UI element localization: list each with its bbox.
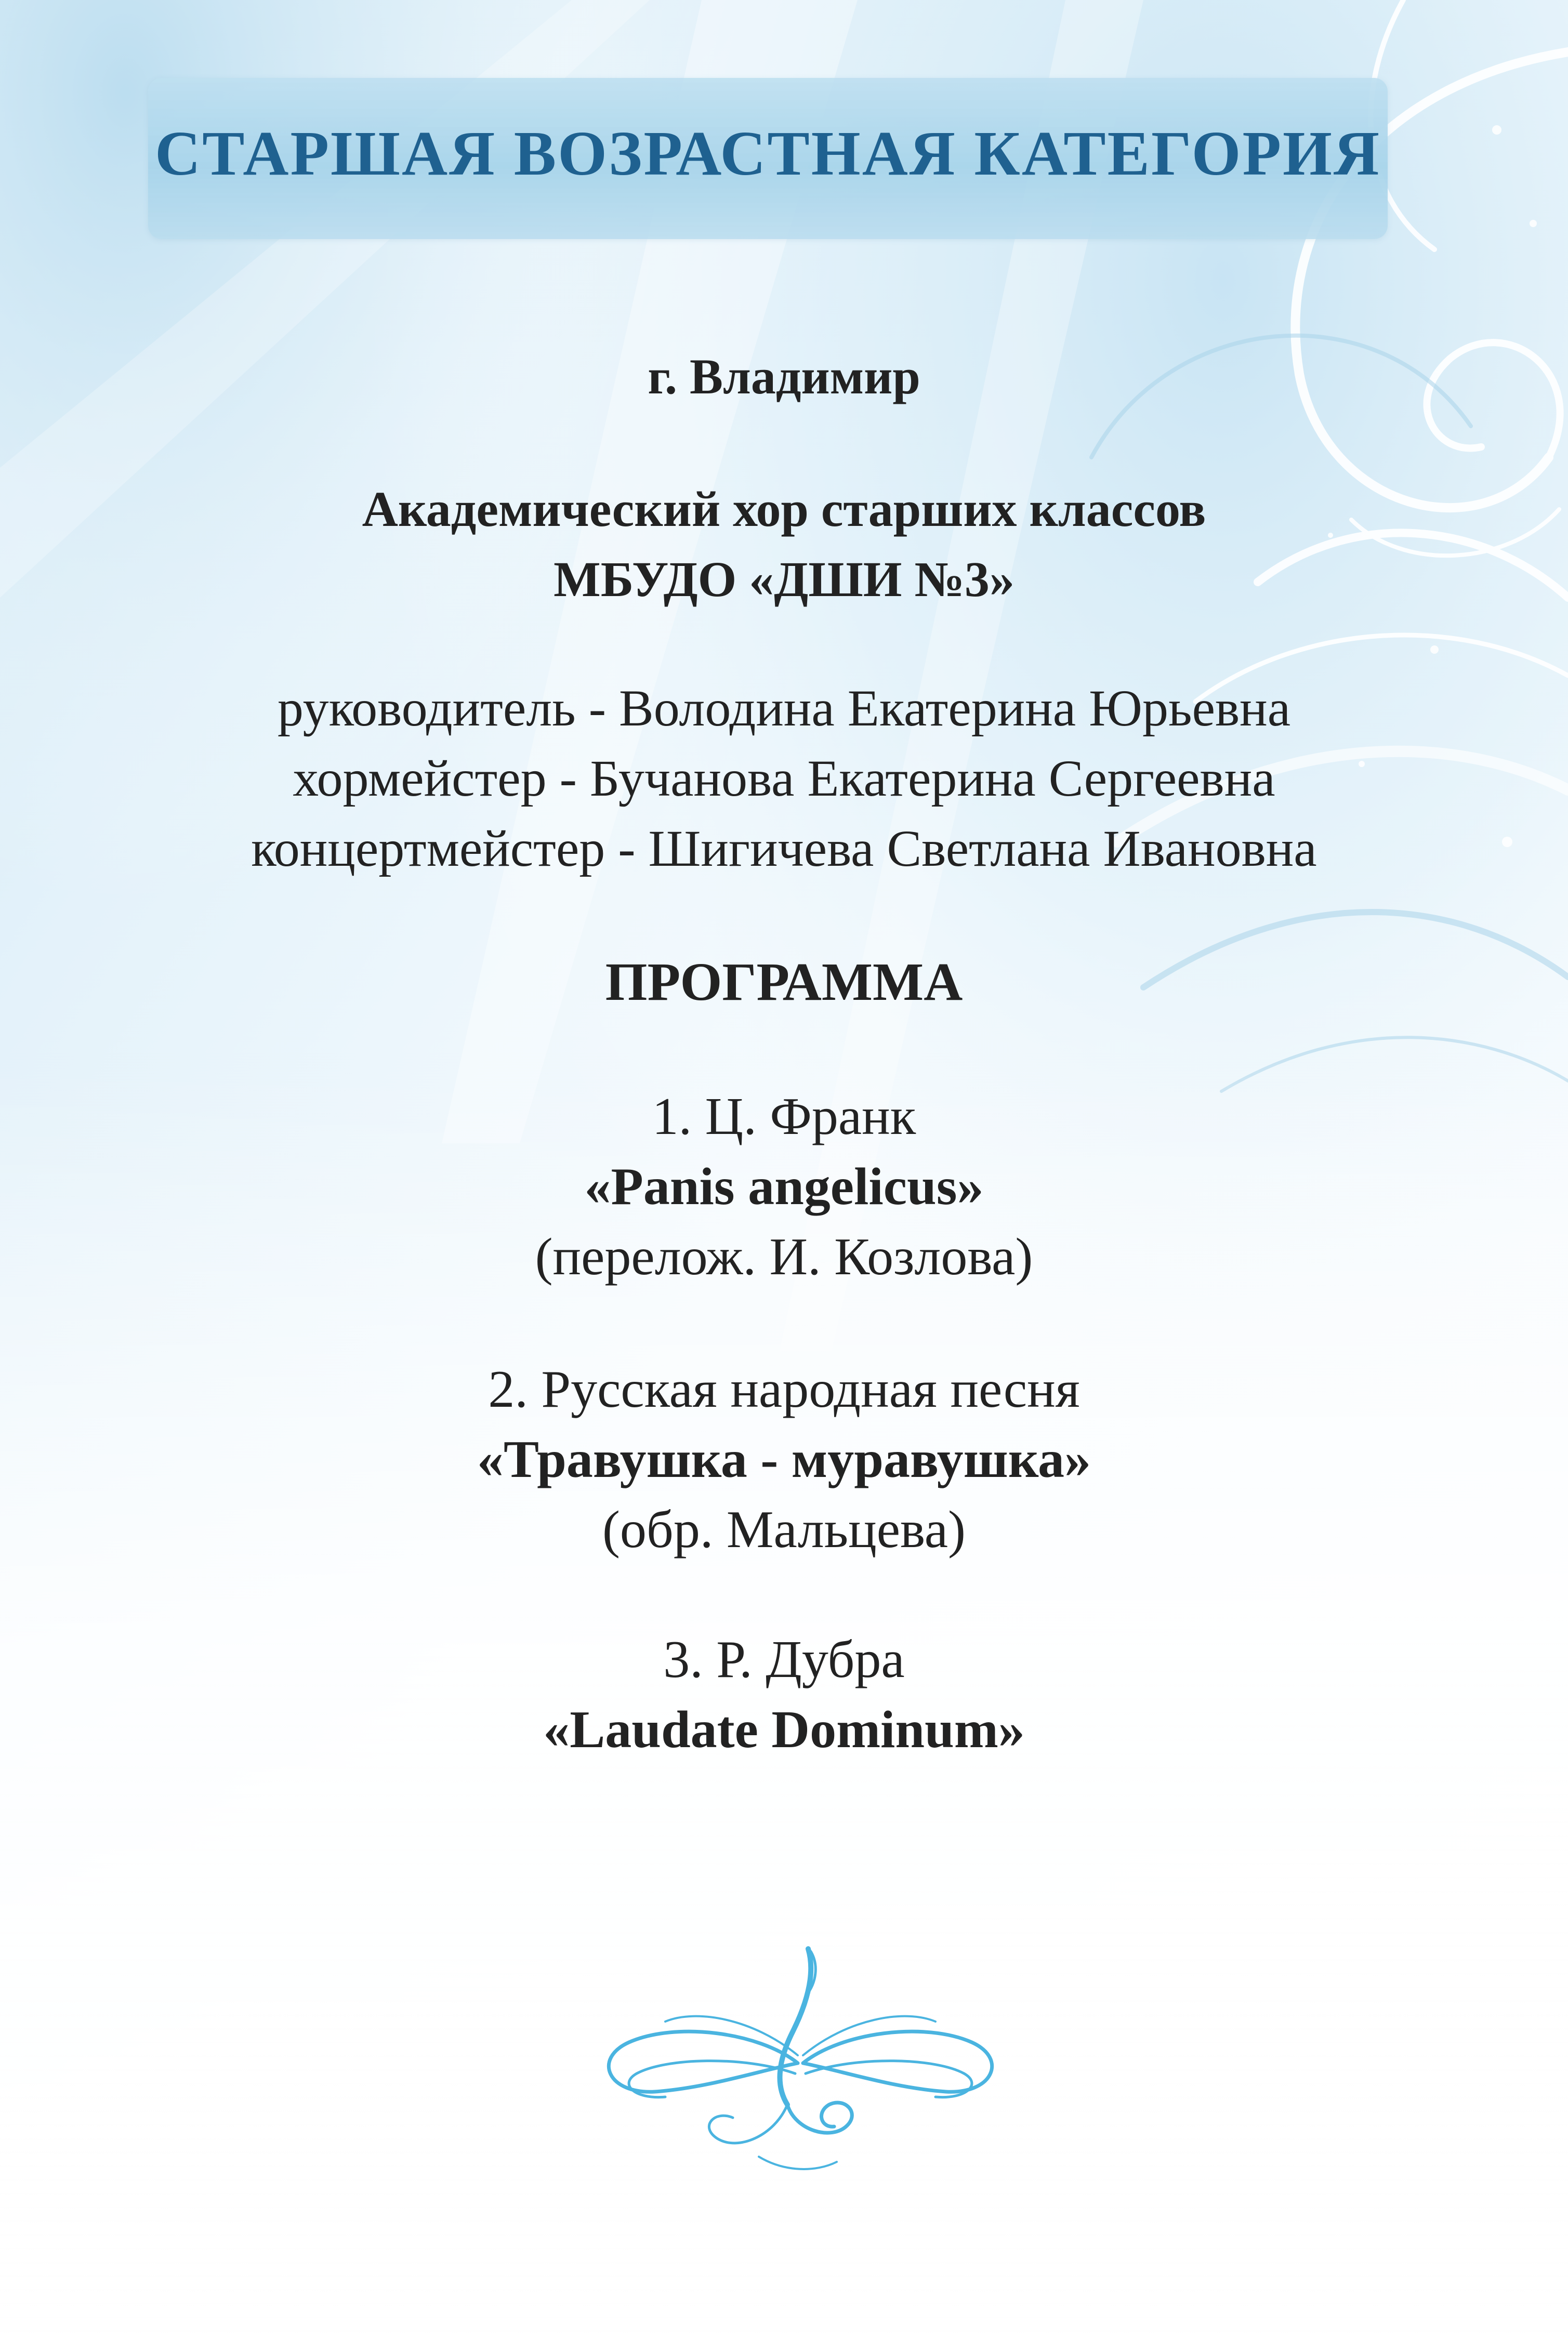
- piece-3-composer: 3. Р. Дубра: [663, 1630, 905, 1689]
- piece-1-arrangement: (перелож. И. Козлова): [535, 1227, 1033, 1286]
- staff-accompanist: концертмейстер - Шигичева Светлана Ивановна: [251, 820, 1317, 877]
- institution-name: МБУДО «ДШИ №3»: [554, 551, 1014, 607]
- staff-leader: руководитель - Володина Екатерина Юрьевна: [277, 679, 1291, 737]
- piece-2-arrangement: (обр. Мальцева): [602, 1500, 966, 1559]
- calligraphic-flourish-ornament: [587, 1944, 1013, 2188]
- choir-name: Академический хор старших классов: [362, 481, 1206, 537]
- category-title: СТАРШАЯ ВОЗРАСТНАЯ КАТЕГОРИЯ: [155, 118, 1381, 189]
- program-heading: ПРОГРАММА: [605, 952, 963, 1012]
- piece-1-title: «Panis angelicus»: [584, 1157, 984, 1216]
- piece-2-composer: 2. Русская народная песня: [488, 1360, 1080, 1419]
- piece-2-title: «Травушка - муравушка»: [477, 1430, 1091, 1489]
- piece-3-title: «Laudate Dominum»: [543, 1700, 1025, 1759]
- city-label: г. Владимир: [648, 349, 920, 404]
- staff-choirmaster: хормейстер - Бучанова Екатерина Сергеевна: [293, 749, 1275, 807]
- piece-1-composer: 1. Ц. Франк: [652, 1087, 916, 1146]
